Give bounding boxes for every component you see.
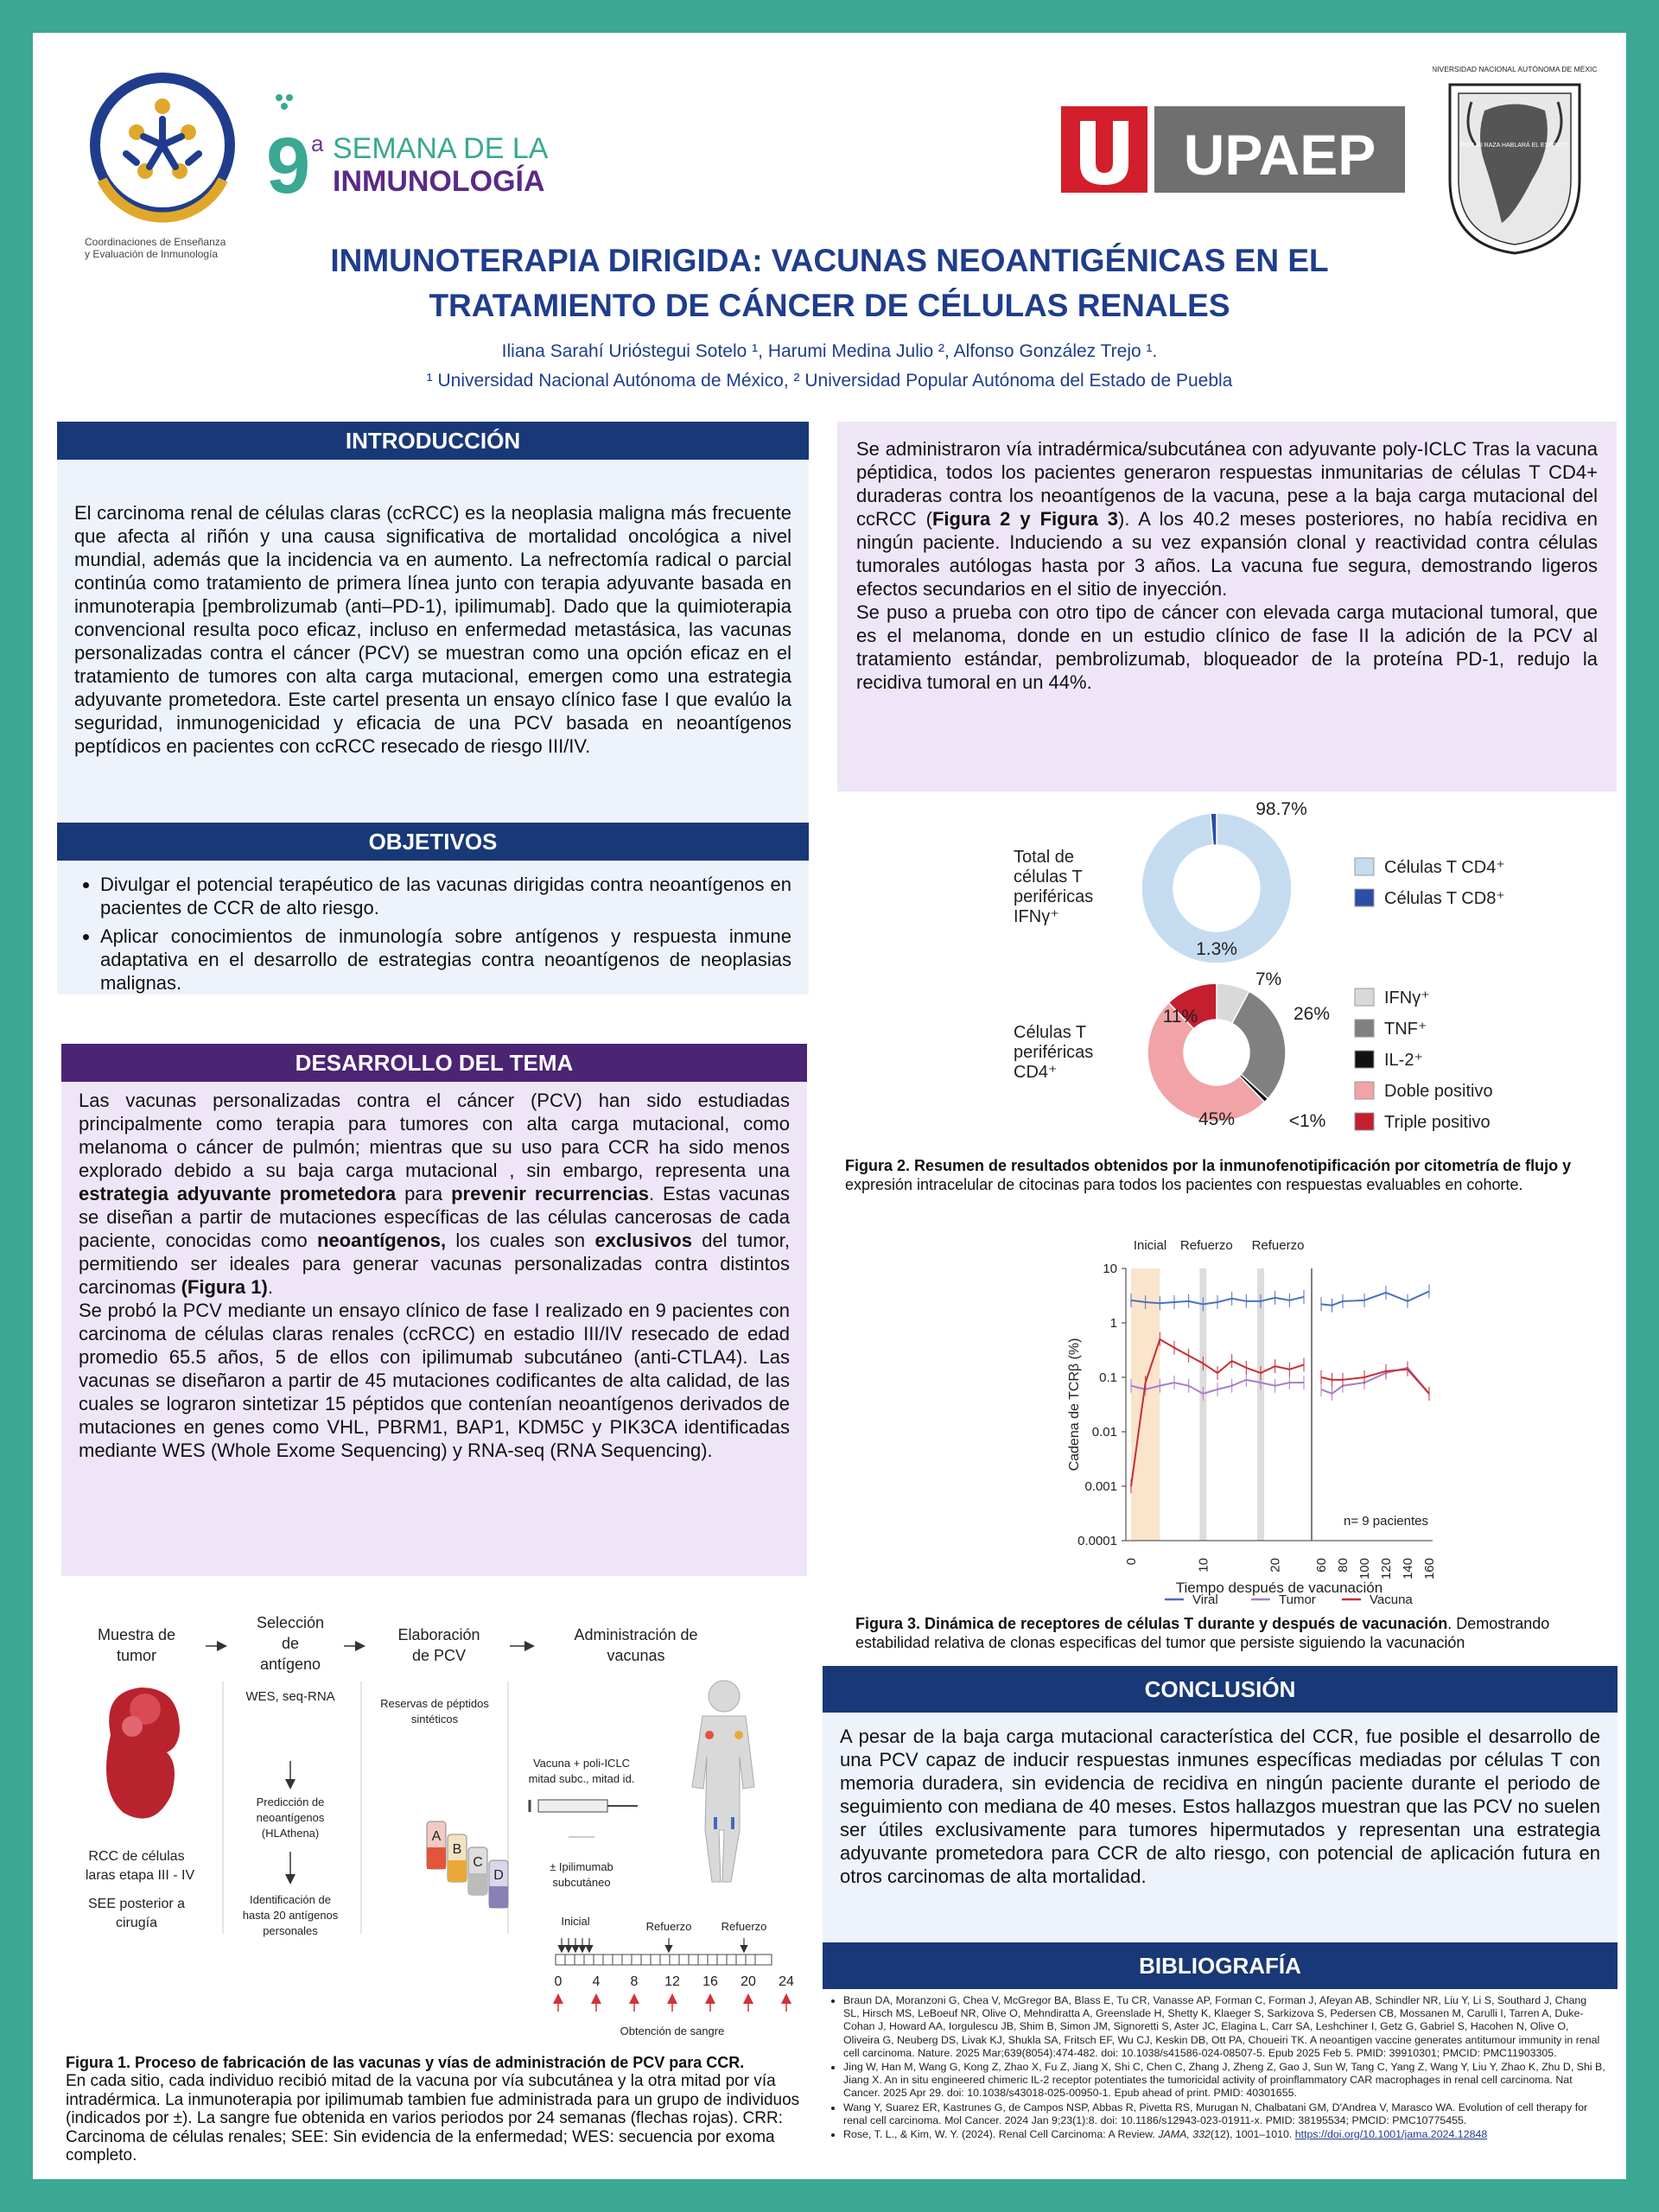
desarrollo-p2: Se probó la PCV mediante un ensayo clínico de fase I realizado en 9 pacientes con carcinoma de células claras renales (ccRCC) en estadio III/IV resecado de edad promedio 65.5 años, 5 de ellos con ipilimumab subcutáneo (anti-CTLA4). Las vacunas se diseñaron a partir de 45 mutaciones codificantes de alta calidad, de las cuales se lograron sintetizar 15 péptidos que contenían neoantígenos derivados de mutaciones en genes como VHL, PBRM1, BAP1, KDM5C y PIK3CA identificadas mediante WES (Whole Exome Sequencing) y RNA-seq (RNA Sequencing). [79,1300,790,1461]
right-p2: Se puso a prueba con otro tipo de cáncer con elevada carga mutacional tumoral, que es el melanoma, donde en un estudio clínico de fase II la adición de la PCV al tratamiento estándar, pembrolizumab, bloqueador de la proteína PD-1, redujo la recidiva tumoral en un 44%. [856,601,1598,693]
legend-swatch [1355,1020,1374,1037]
desarrollo-p1-text: Las vacunas personalizadas contra el cáncer (PCV) han sido estudiadas principalmente como terapia para tumores con alta carga mutacional, como melanoma o cáncer de pulmón; mientras que su uso para CCR ha sido menos explorado debido a su baja carga mutacional , sin embargo, representa una [79,1090,790,1181]
upaep-text: UPAEP [1183,123,1376,187]
legend-label: Doble positivo [1384,1082,1493,1101]
svg-text:C: C [473,1855,483,1870]
right-text-box [837,422,1617,791]
svg-text:Vacuna + poli-ICLC: Vacuna + poli-ICLC [532,1757,631,1770]
desarrollo-box [61,1082,807,1576]
svg-text:subcutáneo: subcutáneo [552,1876,611,1889]
donut-value-label: 98.7% [1255,799,1307,819]
ceei-caption-line2: y Evaluación de Inmunología [85,248,219,260]
x-tick-label: 10 [1196,1558,1211,1573]
fig1-wes-label: WES, seq-RNA [245,1689,335,1704]
semana-number: 9 [266,122,311,210]
figure1 [85,1605,802,2055]
desarrollo-heading: DESARROLLO DEL TEMA [61,1044,807,1082]
svg-text:periféricas: periféricas [1014,1043,1094,1062]
fig1-step-label: tumor [116,1647,157,1664]
svg-text:4: 4 [592,1974,601,1989]
svg-text:IFNγ⁺: IFNγ⁺ [1014,907,1059,926]
desarrollo-p1-text: . [267,1276,273,1298]
donut-value-label: 11% [1162,1007,1198,1027]
fig3-caption-text: . Demostrando estabilidad relativa de clonas especificas del tumor que persiste siguiendo la vacunación [855,1615,1550,1651]
phase-label: Refuerzo [1179,1238,1233,1253]
fig2-caption-text: expresión intracelular de citocinas para todos los pacientes con respuestas evaluables en cohorte. [845,1176,1523,1193]
donut-cd4-cd8 [1141,799,1307,963]
legend-label: Células T CD4⁺ [1384,858,1505,877]
title-line2: TRATAMIENTO DE CÁNCER DE CÉLULAS RENALES [429,288,1230,323]
svg-text:periféricas: periféricas [1014,887,1094,906]
ceei-logo [76,59,249,266]
legend-swatch [1355,858,1374,875]
fig1-step-label: antígeno [259,1656,321,1673]
desarrollo-p1 [79,1089,790,1299]
right-p1-bold: Figura 2 y Figura 3 [931,508,1119,530]
right-p1-text: ). A los 40.2 meses posteriores, no había recidiva en ningún paciente. Induciendo a su vez expansión clonal y reactividad contra células tumorales autólogas hasta por 3 años. La vacuna fue segura, demostrando ligeros efectos secundarios en el sitio de inyección. [856,508,1598,600]
legend-donut1 [1355,858,1505,908]
svg-text:neoantígenos: neoantígenos [256,1811,325,1824]
donut-value-label: <1% [1288,1111,1326,1131]
poster [33,33,1626,2179]
y-tick-label: 0.01 [1091,1425,1117,1440]
poster-title [33,238,1626,328]
donut-value-label: 45% [1198,1109,1236,1129]
desarrollo-p1-bold: exclusivos [594,1230,692,1251]
desarrollo-p1-bold: estrategia adyuvante prometedora [79,1183,397,1205]
legend-label: Células T CD8⁺ [1384,889,1505,908]
svg-text:células T: células T [1014,868,1083,887]
svg-text:sintéticos: sintéticos [410,1713,459,1726]
y-tick-label: 0.0001 [1077,1534,1117,1548]
svg-text:A: A [431,1829,442,1844]
svg-text:(HLAthena): (HLAthena) [261,1827,320,1840]
bib-item: • Jing W, Han M, Wang G, Kong Z, Zhao X, Fu Z, Jiang X, Shi C, Chen C, Zhang J, Zheng Z, Gao J, Sun W, Tang C, Yang Z, Wang Y, Liu Y, Zhao K, Zhu D, Shi B, Jiang X. An in situ engineered chimeric IL-2 receptor potentiates the tumoricidal activity of proinflammatory CAR macrophages in renal cell carcinoma. Nat Cancer. 2025 Apr 29. doi: 10.1038/s43018-025-00950-1. Epub ahead of print. PMID: 40301655. [843,2061,1605,2101]
svg-text:CD4⁺: CD4⁺ [1014,1063,1058,1082]
bib-item: • Braun DA, Moranzoni G, Chea V, McGregor BA, Blass E, Tu CR, Vanasse AP, Forman C, Forman J, Afeyan AB, Schindler NR, Liu Y, Li S, Southard J, Chang SL, Hirsch MS, LeBoeuf NR, Olive O, Mehndiratta A, Greenslade H, Shetty K, Klaeger S, Sarkizova S, Pedersen CB, Mossanen M, Carulli I, Tarren A, Duke-Cohan J, Howard AA, Iorgulescu JB, Shim B, Simon JM, Signoretti S, Aster JC, Elagina L, Carr SA, Leshchiner I, Getz G, Gabriel S, Hacohen N, Olive O, Oliveira G, Neuberg DS, Livak KJ, Shukla SA, Fritsch EF, Wu CJ, Keskin DB, Ott PA, Choueiri TK. A neoantigen vaccine generates antitumour immunity in renal cell carcinoma. Nature. 2025 Mar;639(8054):474-482. doi: 10.1038/s41586-024-08507-5. Epub 2025 Feb 5. PMID: 39910301; PMCID: PMC11903305. [843,1994,1605,2060]
desarrollo-p1-bold: prevenir recurrencias [451,1183,649,1205]
legend-swatch [1355,889,1374,906]
affiliations: ¹ Universidad Nacional Autónoma de México, ² Universidad Popular Autónoma del Estado de Puebla [426,371,1233,391]
ceei-caption-line1: Coordinaciones de Enseñanza [85,236,226,248]
bibliografia-box [823,1993,1618,2142]
x-tick-label: 160 [1422,1558,1437,1580]
fig1-rcc-label: claras etapa III - IV [85,1868,195,1883]
desarrollo-p1-bold: neoantígenos, [317,1230,447,1251]
x-tick-label: 140 [1401,1558,1415,1580]
conclusion-text: A pesar de la baja carga mutacional característica del CCR, fue posible el desarrollo de una PCV capaz de inducir respuestas inmunes específicas mediadas por células T con memoria duradera, sin evidencia de recidiva en ningún paciente durante el periodo de seguimiento con mediana de 40 meses. Estos hallazgos muestran que las PCV no suelen ser útiles exclusivamente para tumores hipermutados y representan una estrategia adyuvante prometedora para CCR de alto riesgo, con potencial de aplicación futura en otros carcinomas de alta mortalidad. [840,1726,1600,1887]
figure1-caption [66,2053,826,2165]
y-tick-label: 0.001 [1084,1479,1117,1494]
legend-label: IFNγ⁺ [1384,988,1430,1007]
donut-value-label: 7% [1255,969,1282,989]
unam-logo [1433,50,1597,257]
authors-block [33,337,1626,396]
legend-swatch [1355,1051,1374,1068]
phase-shade-refuerzo [1257,1268,1264,1541]
conclusion-box [823,1713,1618,1948]
legend-swatch [1355,1082,1374,1099]
y-tick-label: 10 [1103,1262,1117,1276]
unam-text: UNIVERSIDAD NACIONAL AUTÓNOMA DE MÉXICO [1433,65,1597,73]
conclusion-heading: CONCLUSIÓN [823,1666,1618,1713]
desarrollo-p1-bold: (Figura 1) [181,1276,268,1298]
upaep-emblem-icon [1061,102,1407,197]
donut-cd4-cytokines [1147,969,1330,1131]
ceei-emblem-icon [76,59,249,232]
objetivos-heading: OBJETIVOS [57,823,809,861]
y-axis-label: Cadena de TCRβ (%) [1067,1338,1082,1471]
svg-text:Refuerzo: Refuerzo [721,1920,767,1933]
legend-label: IL-2⁺ [1384,1051,1424,1070]
fig1-caption-title: Figura 1. Proceso de fabricación de las vacunas y vías de administración de PCV para CCR. [66,2054,745,2071]
figure1-diagram [85,1605,802,2055]
objetivo-item: • Divulgar el potencial terapéutico de las vacunas dirigidas contra neoantígenos en pacientes de CCR de alto riesgo. [100,873,791,919]
desarrollo-p1-text: . Estas vacunas se diseñan a partir de mutaciones específicas de las células cancerosas de cada paciente, conocidas como [79,1183,790,1251]
legend-donut2 [1355,988,1493,1132]
bib-text: Rose, T. L., & Kim, W. Y. (2024). Renal Cell Carcinoma: A Review. [843,2128,1159,2141]
semana-logo [253,89,564,219]
desarrollo-p1-text: los cuales son [446,1230,595,1251]
series-line-viral [1321,1291,1429,1305]
svg-text:± Ipilimumab: ± Ipilimumab [550,1860,613,1873]
legend-label: Tumor [1279,1592,1316,1605]
svg-text:0: 0 [554,1974,563,1989]
legend-label: Viral [1192,1592,1218,1605]
svg-text:16: 16 [702,1974,718,1989]
x-tick-label: 120 [1379,1558,1394,1580]
bib-doi-link[interactable]: https://doi.org/10.1001/jama.2024.12848 [1294,2128,1488,2141]
x-tick-label: 20 [1268,1558,1283,1573]
x-tick-label: 80 [1336,1558,1351,1573]
human-body-icon [692,1681,754,1882]
objetivo-item: • Aplicar conocimientos de inmunología sobre antígenos y respuesta inmune adaptativa en el desarrollo de estrategias contra neoantígenos de neoplasias malignas. [100,925,791,995]
desarrollo-p1-text: del tumor, permitiendo ser ideales para generar vacunas personalizadas contra distintos carcinomas [79,1230,791,1298]
semana-line1: SEMANA DE LA [333,132,549,165]
fig1-step-label: de PCV [411,1647,467,1664]
bib-item: • Wang Y, Suarez ER, Kastrunes G, de Campos NSP, Abbas R, Pivetta RS, Murugan N, Chalbatani GM, D'Andrea V, Marasco WA. Evolution of cell therapy for renal cell carcinoma. Mol Cancer. 2024 Jan 9;23(1):8. doi: 10.1186/s12943-023-01911-x. PMID: 38195534; PMCID: PMC10775455. [843,2101,1605,2127]
legend-swatch [1355,988,1374,1006]
fig1-step-label: Selección [256,1614,325,1631]
semana-emblem-icon [253,89,564,219]
bib-item [843,2128,1605,2141]
fig1-rcc-label: RCC de células [88,1849,185,1864]
syringe-icon [530,1800,638,1812]
intro-heading: INTRODUCCIÓN [57,422,809,460]
authors: Iliana Sarahí Urióstegui Sotelo ¹, Harumi Medina Julio ², Alfonso González Trejo ¹. [501,341,1158,361]
phase-shade-inicial [1131,1268,1160,1541]
svg-text:Predicción de: Predicción de [256,1796,325,1808]
semana-line2: INMUNOLOGÍA [333,165,545,198]
chart-annotation: n= 9 pacientes [1344,1514,1428,1529]
fig1-caption-text: En cada sitio, cada individuo recibió mitad de la vacuna por vía subcutánea y la otra mitad por vía intradérmica. La inmunoterapia por ipilimumab tambien fue administrada para un grupo de individuos (indicados por ±). La sangre fue obtenida en varios periodos por 24 semanas (flechas rojas). CRR: Carcinoma de células renales; SEE: Sin evidencia de la enfermedad; WES: secuencia por exoma completo. [66,2072,800,2164]
svg-text:hasta 20 antígenos: hasta 20 antígenos [242,1909,339,1922]
donut-value-label: 26% [1293,1004,1331,1024]
series-line-tumor [1321,1368,1429,1394]
unam-motto: POR MI RAZA HABLARÁ EL ESPÍRITU [1460,143,1569,149]
fig1-step-label: vacunas [607,1647,665,1664]
y-tick-label: 1 [1109,1316,1117,1331]
right-p1 [856,437,1598,601]
svg-text:20: 20 [741,1974,756,1989]
x-axis-label: Tiempo después de vacunación [1175,1580,1383,1596]
svg-text:8: 8 [630,1974,639,1989]
x-tick-label: 60 [1314,1558,1329,1573]
fig1-sangre-label: Obtención de sangre [620,2024,725,2037]
fig2-caption-title: Figura 2. Resumen de resultados obtenidos por la inmunofenotipificación por citometría de flujo y [845,1157,1572,1174]
svg-text:24: 24 [779,1974,794,1989]
fig1-step-label: Muestra de [97,1626,176,1643]
legend-label: Vacuna [1370,1592,1413,1605]
x-tick-label: 0 [1124,1558,1139,1566]
unam-crest-icon [1433,50,1597,257]
bib-journal: JAMA, 332 [1158,2128,1211,2141]
donut-value-label: 1.3% [1196,939,1237,959]
svg-text:personales: personales [263,1924,318,1937]
phase-label: Inicial [1133,1238,1167,1253]
fig1-step-label: de [281,1635,300,1652]
figure3 [983,1199,1467,1605]
svg-text:D: D [493,1868,504,1883]
figure2-chart [983,793,1588,1156]
fig1-see-label: SEE posterior a [87,1897,186,1911]
peptide-vials-icon [427,1821,508,1908]
svg-text:B: B [452,1842,462,1857]
figure2 [983,793,1588,1156]
fig1-step-label: Administración de [574,1626,698,1643]
fig1-step-label: Elaboración [397,1626,480,1643]
svg-text:12: 12 [664,1974,680,1989]
figure3-chart [983,1199,1467,1605]
legend-swatch [1355,1113,1374,1130]
legend-label: TNF⁺ [1384,1020,1427,1039]
desarrollo-p1-text: para [396,1183,452,1205]
y-tick-label: 0.1 [1099,1370,1117,1385]
bib-text: (12), 1001–1010. [1210,2128,1295,2141]
figure3-caption [855,1614,1607,1652]
right-p1-text: Se administraron vía intradérmica/subcutánea con adyuvante poly-ICLC Tras la vacuna péptidica, todos los pacientes generaron respuestas inmunitarias de células T CD4+ duraderas contra los neoantígenos de la vacuna, pese a la baja carga mutacional del ccRCC ( [856,438,1598,530]
upaep-logo [1061,102,1407,197]
fig3-caption-title: Figura 3. Dinámica de receptores de células T durante y después de vacunación [855,1615,1448,1632]
svg-text:Identificación de: Identificación de [250,1893,331,1906]
svg-text:Total de: Total de [1014,848,1075,867]
intro-box [57,460,809,831]
svg-text:Refuerzo: Refuerzo [645,1920,692,1933]
svg-text:mitad subc., mitad id.: mitad subc., mitad id. [528,1772,635,1785]
phase-label: Refuerzo [1251,1238,1305,1253]
figure2-caption [845,1156,1605,1194]
svg-text:Reservas de péptidos: Reservas de péptidos [380,1697,489,1710]
svg-text:Células T: Células T [1014,1023,1087,1042]
legend-label: Triple positivo [1384,1113,1491,1132]
x-tick-label: 100 [1357,1558,1372,1580]
svg-text:Inicial: Inicial [561,1915,590,1928]
objetivos-box [57,861,809,995]
kidney-icon [106,1688,180,1819]
bibliografia-heading: BIBLIOGRAFÍA [823,1942,1618,1989]
intro-text: El carcinoma renal de células claras (ccRCC) es la neoplasia maligna más frecuente que afecta al riñón y una causa significativa de mortalidad oncológica a nivel mundial, además que la incidencia va en aumento. La nefrectomía radical o parcial continúa como tratamiento de primera línea junto con terapia adyuvante basada en inmunoterapia [pembrolizumab (anti–PD-1), ipilimumab]. Dado que la quimioterapia convencional resulta poco eficaz, incluso en enfermedad metastásica, las vacunas personalizadas contra el cáncer (PCV) se muestran como una opción eficaz en el tratamiento de tumores con alta carga mutacional, emergen como una estrategia adyuvante prometedora. Este cartel presenta un ensayo clínico fase I que evalúo la seguridad, inmunogenicidad y eficacia de una PCV basada en neoantígenos peptídicos en pacientes con ccRCC resecado de riesgo III/IV. [74,502,791,757]
fig1-see-label: cirugía [115,1916,158,1930]
semana-suffix: a [311,130,324,156]
title-line1: INMUNOTERAPIA DIRIGIDA: VACUNAS NEOANTIGÉNICAS EN EL [330,243,1329,278]
